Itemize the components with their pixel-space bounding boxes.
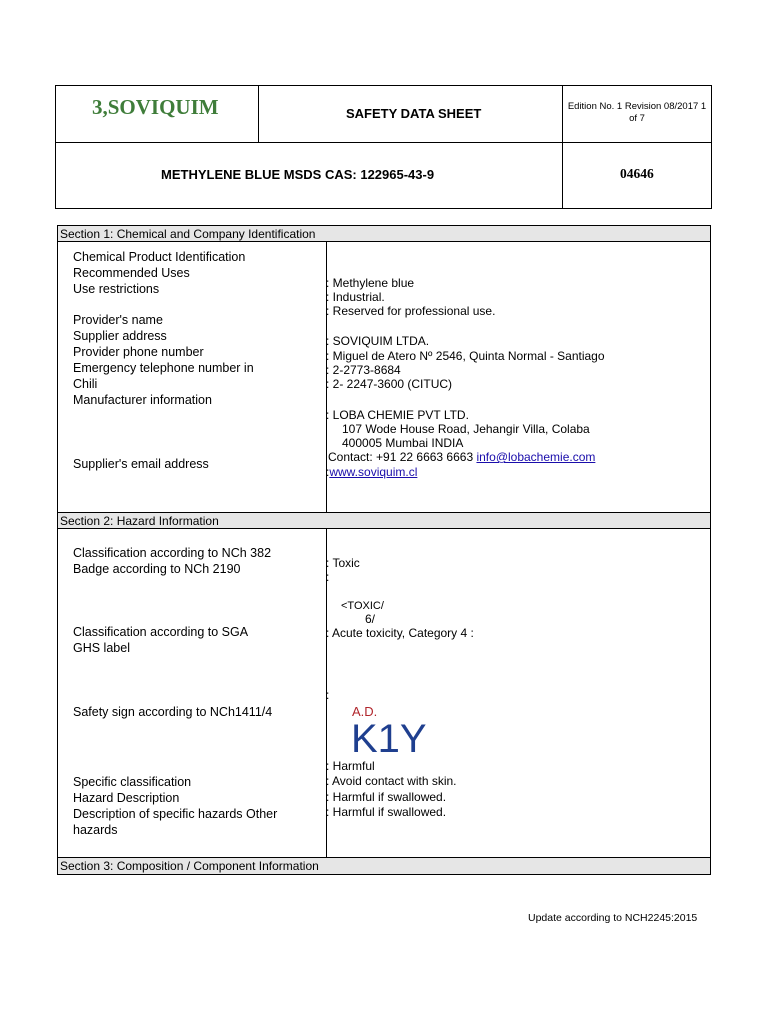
edition-line: Edition No. 1 Revision 08/2017 1 xyxy=(567,101,707,112)
label-provider-name: Provider's name xyxy=(73,313,163,327)
value-emergency: : 2- 2247-3600 (CITUC) xyxy=(326,377,453,391)
safety-sign-code: K1Y xyxy=(351,717,427,761)
section-2 xyxy=(57,512,711,858)
product-title: METHYLENE BLUE MSDS CAS: 122965-43-9 xyxy=(161,167,435,182)
value-provider: : SOVIQUIM LTDA. xyxy=(326,334,430,348)
label-nch382: Classification according to NCh 382 xyxy=(73,546,272,560)
label-specific-classification: Specific classification xyxy=(73,775,192,789)
value-toxic-class: 6/ xyxy=(365,612,376,626)
value-sign-colon: : xyxy=(326,688,330,702)
label-ghs: GHS label xyxy=(73,641,130,655)
header-divider xyxy=(258,86,259,142)
value-avoid-contact: : Avoid contact with skin. xyxy=(326,774,457,788)
value-toxic: : Toxic xyxy=(326,556,360,570)
contact-phone: Contact: +91 22 6663 6663 xyxy=(328,450,474,464)
value-harmful: : Harmful xyxy=(326,759,375,773)
label-product-identification: Chemical Product Identification xyxy=(73,250,246,264)
value-swallowed-1: : Harmful if swallowed. xyxy=(326,790,447,804)
value-product: : Methylene blue xyxy=(326,276,415,290)
label-other-hazards: hazards xyxy=(73,823,118,837)
section-3 xyxy=(57,857,711,875)
label-safety-sign: Safety sign according to NCh1411/4 xyxy=(73,705,273,719)
label-emergency-phone-cont: Chili xyxy=(73,377,98,391)
website-prefix: : xyxy=(326,465,330,479)
label-manufacturer: Manufacturer information xyxy=(73,393,212,407)
label-provider-phone: Provider phone number xyxy=(73,345,204,359)
website-link[interactable]: www.soviquim.cl xyxy=(329,465,418,479)
value-website xyxy=(326,465,417,480)
value-uses: : Industrial. xyxy=(326,290,385,304)
document-header xyxy=(55,85,712,209)
label-emergency-phone: Emergency telephone number in xyxy=(73,361,254,375)
contact-email-link[interactable]: info@lobachemie.com xyxy=(476,450,596,464)
value-phone: : 2-2773-8684 xyxy=(326,363,401,377)
footer-note: Update according to NCH2245:2015 xyxy=(528,912,698,924)
page-count: of 7 xyxy=(629,113,645,124)
value-restrictions: : Reserved for professional use. xyxy=(326,304,496,318)
header-divider xyxy=(562,86,563,208)
value-contact xyxy=(328,450,595,465)
section-1-title: Section 1: Chemical and Company Identification xyxy=(58,226,710,242)
label-hazard-description: Hazard Description xyxy=(73,791,180,805)
section-2-title: Section 2: Hazard Information xyxy=(58,513,710,529)
document-title: SAFETY DATA SHEET xyxy=(346,106,482,121)
label-sga: Classification according to SGA xyxy=(73,625,249,639)
value-swallowed-2: : Harmful if swallowed. xyxy=(326,805,447,819)
label-specific-hazards: Description of specific hazards Other xyxy=(73,807,278,821)
label-supplier-address: Supplier address xyxy=(73,329,167,343)
value-manufacturer: : LOBA CHEMIE PVT LTD. xyxy=(326,408,469,422)
label-use-restrictions: Use restrictions xyxy=(73,282,160,296)
company-logo: 3,SOVIQUIM xyxy=(92,95,219,119)
value-badge-colon: : xyxy=(326,570,330,584)
edition-info xyxy=(564,101,710,125)
section-3-title: Section 3: Composition / Component Information xyxy=(58,858,710,874)
document-code: 04646 xyxy=(620,166,654,181)
header-divider xyxy=(56,142,711,143)
section-1 xyxy=(57,225,711,513)
label-recommended-uses: Recommended Uses xyxy=(73,266,190,280)
value-mfr-address-2: 400005 Mumbai INDIA xyxy=(342,436,464,450)
label-supplier-email: Supplier's email address xyxy=(73,457,209,471)
value-mfr-address-1: 107 Wode House Road, Jehangir Villa, Colaba xyxy=(342,422,590,436)
value-acute-toxicity: : Acute toxicity, Category 4 : xyxy=(326,626,474,640)
sign-code-label: A.D. xyxy=(352,704,378,719)
value-toxic-badge: <TOXIC/ xyxy=(341,600,384,612)
value-address: : Miguel de Atero Nº 2546, Quinta Normal - Santiago xyxy=(326,349,605,363)
label-nch2190: Badge according to NCh 2190 xyxy=(73,562,241,576)
